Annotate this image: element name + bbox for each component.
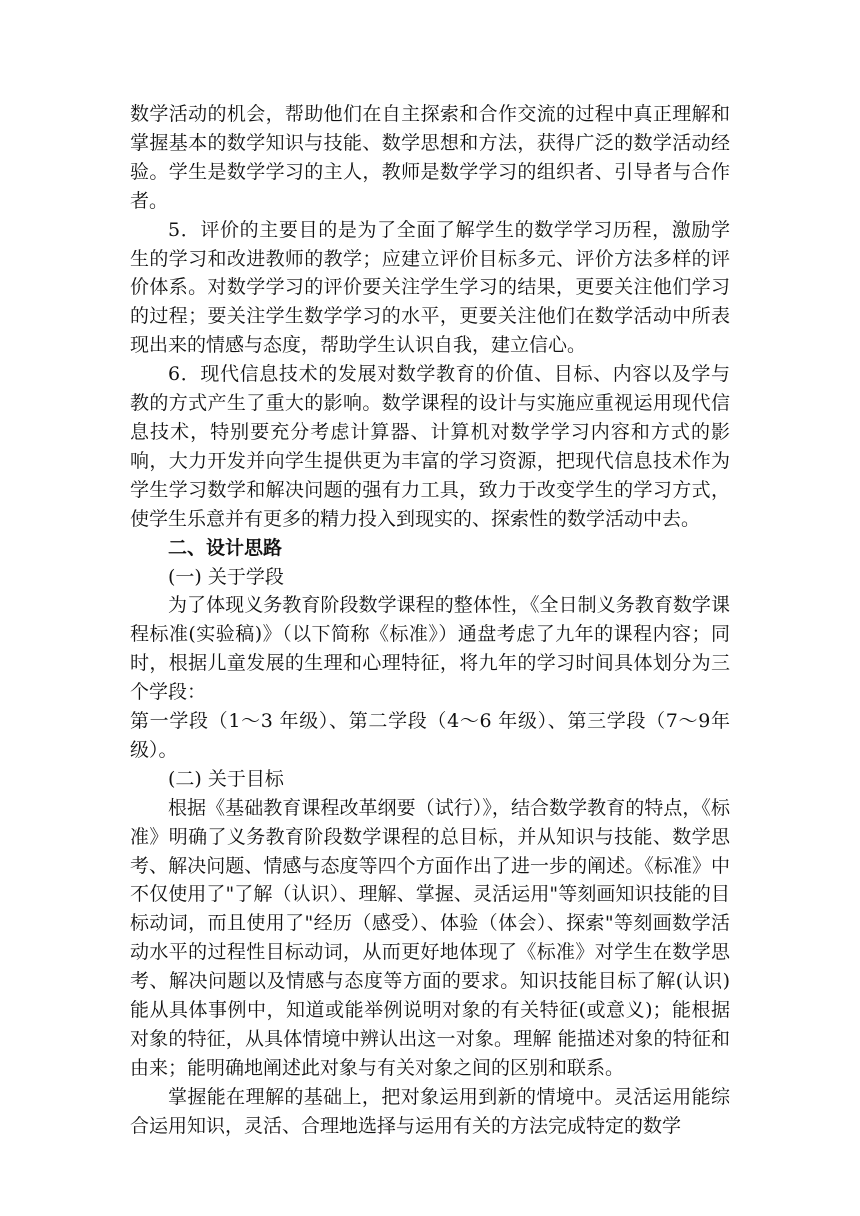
paragraph-master: 掌握能在理解的基础上，把对象运用到新的情境中。灵活运用能综合运用知识，灵活、合理地选择与运用有关的方法完成特定的数学 [130, 1085, 730, 1137]
subheading-stage: (一) 关于学段 [168, 565, 284, 588]
document-body [130, 100, 730, 1141]
paragraph-intro-continued: 数学活动的机会，帮助他们在自主探索和合作交流的过程中真正理解和掌握基本的数学知识与技能、数学思想和方法，获得广泛的数学活动经验。学生是数学学习的主人，教师是数学学习的组织者、引导者与合作者。 [130, 103, 730, 212]
paragraph-item-5: 5．评价的主要目的是为了全面了解学生的数学学习历程，激励学生的学习和改进教师的教学；应建立评价目标多元、评价方法多样的评价体系。对数学学习的评价要关注学生学习的结果，更要关注他们学习的过程；要关注学生数学学习的水平，更要关注他们在数学活动中所表现出来的情感与态度，帮助学生认识自我，建立信心。 [130, 218, 730, 357]
paragraph-item-6: 6．现代信息技术的发展对数学教育的价值、目标、内容以及学与教的方式产生了重大的影响。数学课程的设计与实施应重视运用现代信息技术，特别要充分考虑计算器、计算机对数学学习内容和方式的影响，大力开发并向学生提供更为丰富的学习资源，把现代信息技术作为学生学习数学和解决问题的强有力工具，致力于改变学生的学习方式，使学生乐意并有更多的精力投入到现实的、探索性的数学活动中去。 [130, 363, 730, 530]
paragraph-stage: 为了体现义务教育阶段数学课程的整体性，《全日制义务教育数学课程标准(实验稿)》（以下简称《标准》）通盘考虑了九年的课程内容；同时，根据儿童发展的生理和心理特征，将九年的学习时间具体划分为三个学段： [130, 594, 730, 704]
section-heading-design: 二、设计思路 [168, 536, 283, 559]
paragraph-goal: 根据《基础教育课程改革纲要（试行）》，结合数学教育的特点，《标准》明确了义务教育阶段数学课程的总目标，并从知识与技能、数学思考、解决问题、情感与态度等四个方面作出了进一步的阐述。《标准》中不仅使用了"了解（认识）、理解、掌握、灵活运用"等刻画知识技能的目标动词，而且使用了"经历（感受）、体验（体会）、探索"等刻画数学活动水平的过程性目标动词，从而更好地体现了《标准》对学生在数学思考、解决问题以及情感与态度等方面的要求。知识技能目标了解(认识) 能从具体事例中，知道或能举例说明对象的有关特征(或意义)；能根据对象的特征，从具体情境中辨认出这一对象。理解 能描述对象的特征和由来；能明确地阐述此对象与有关对象之间的区别和联系。 [130, 796, 730, 1079]
subheading-goal: (二) 关于目标 [168, 767, 284, 790]
paragraph-stages-list: 第一学段（1～3 年级）、第二学段（4～6 年级）、第三学段（7～9年级）。 [130, 710, 730, 761]
